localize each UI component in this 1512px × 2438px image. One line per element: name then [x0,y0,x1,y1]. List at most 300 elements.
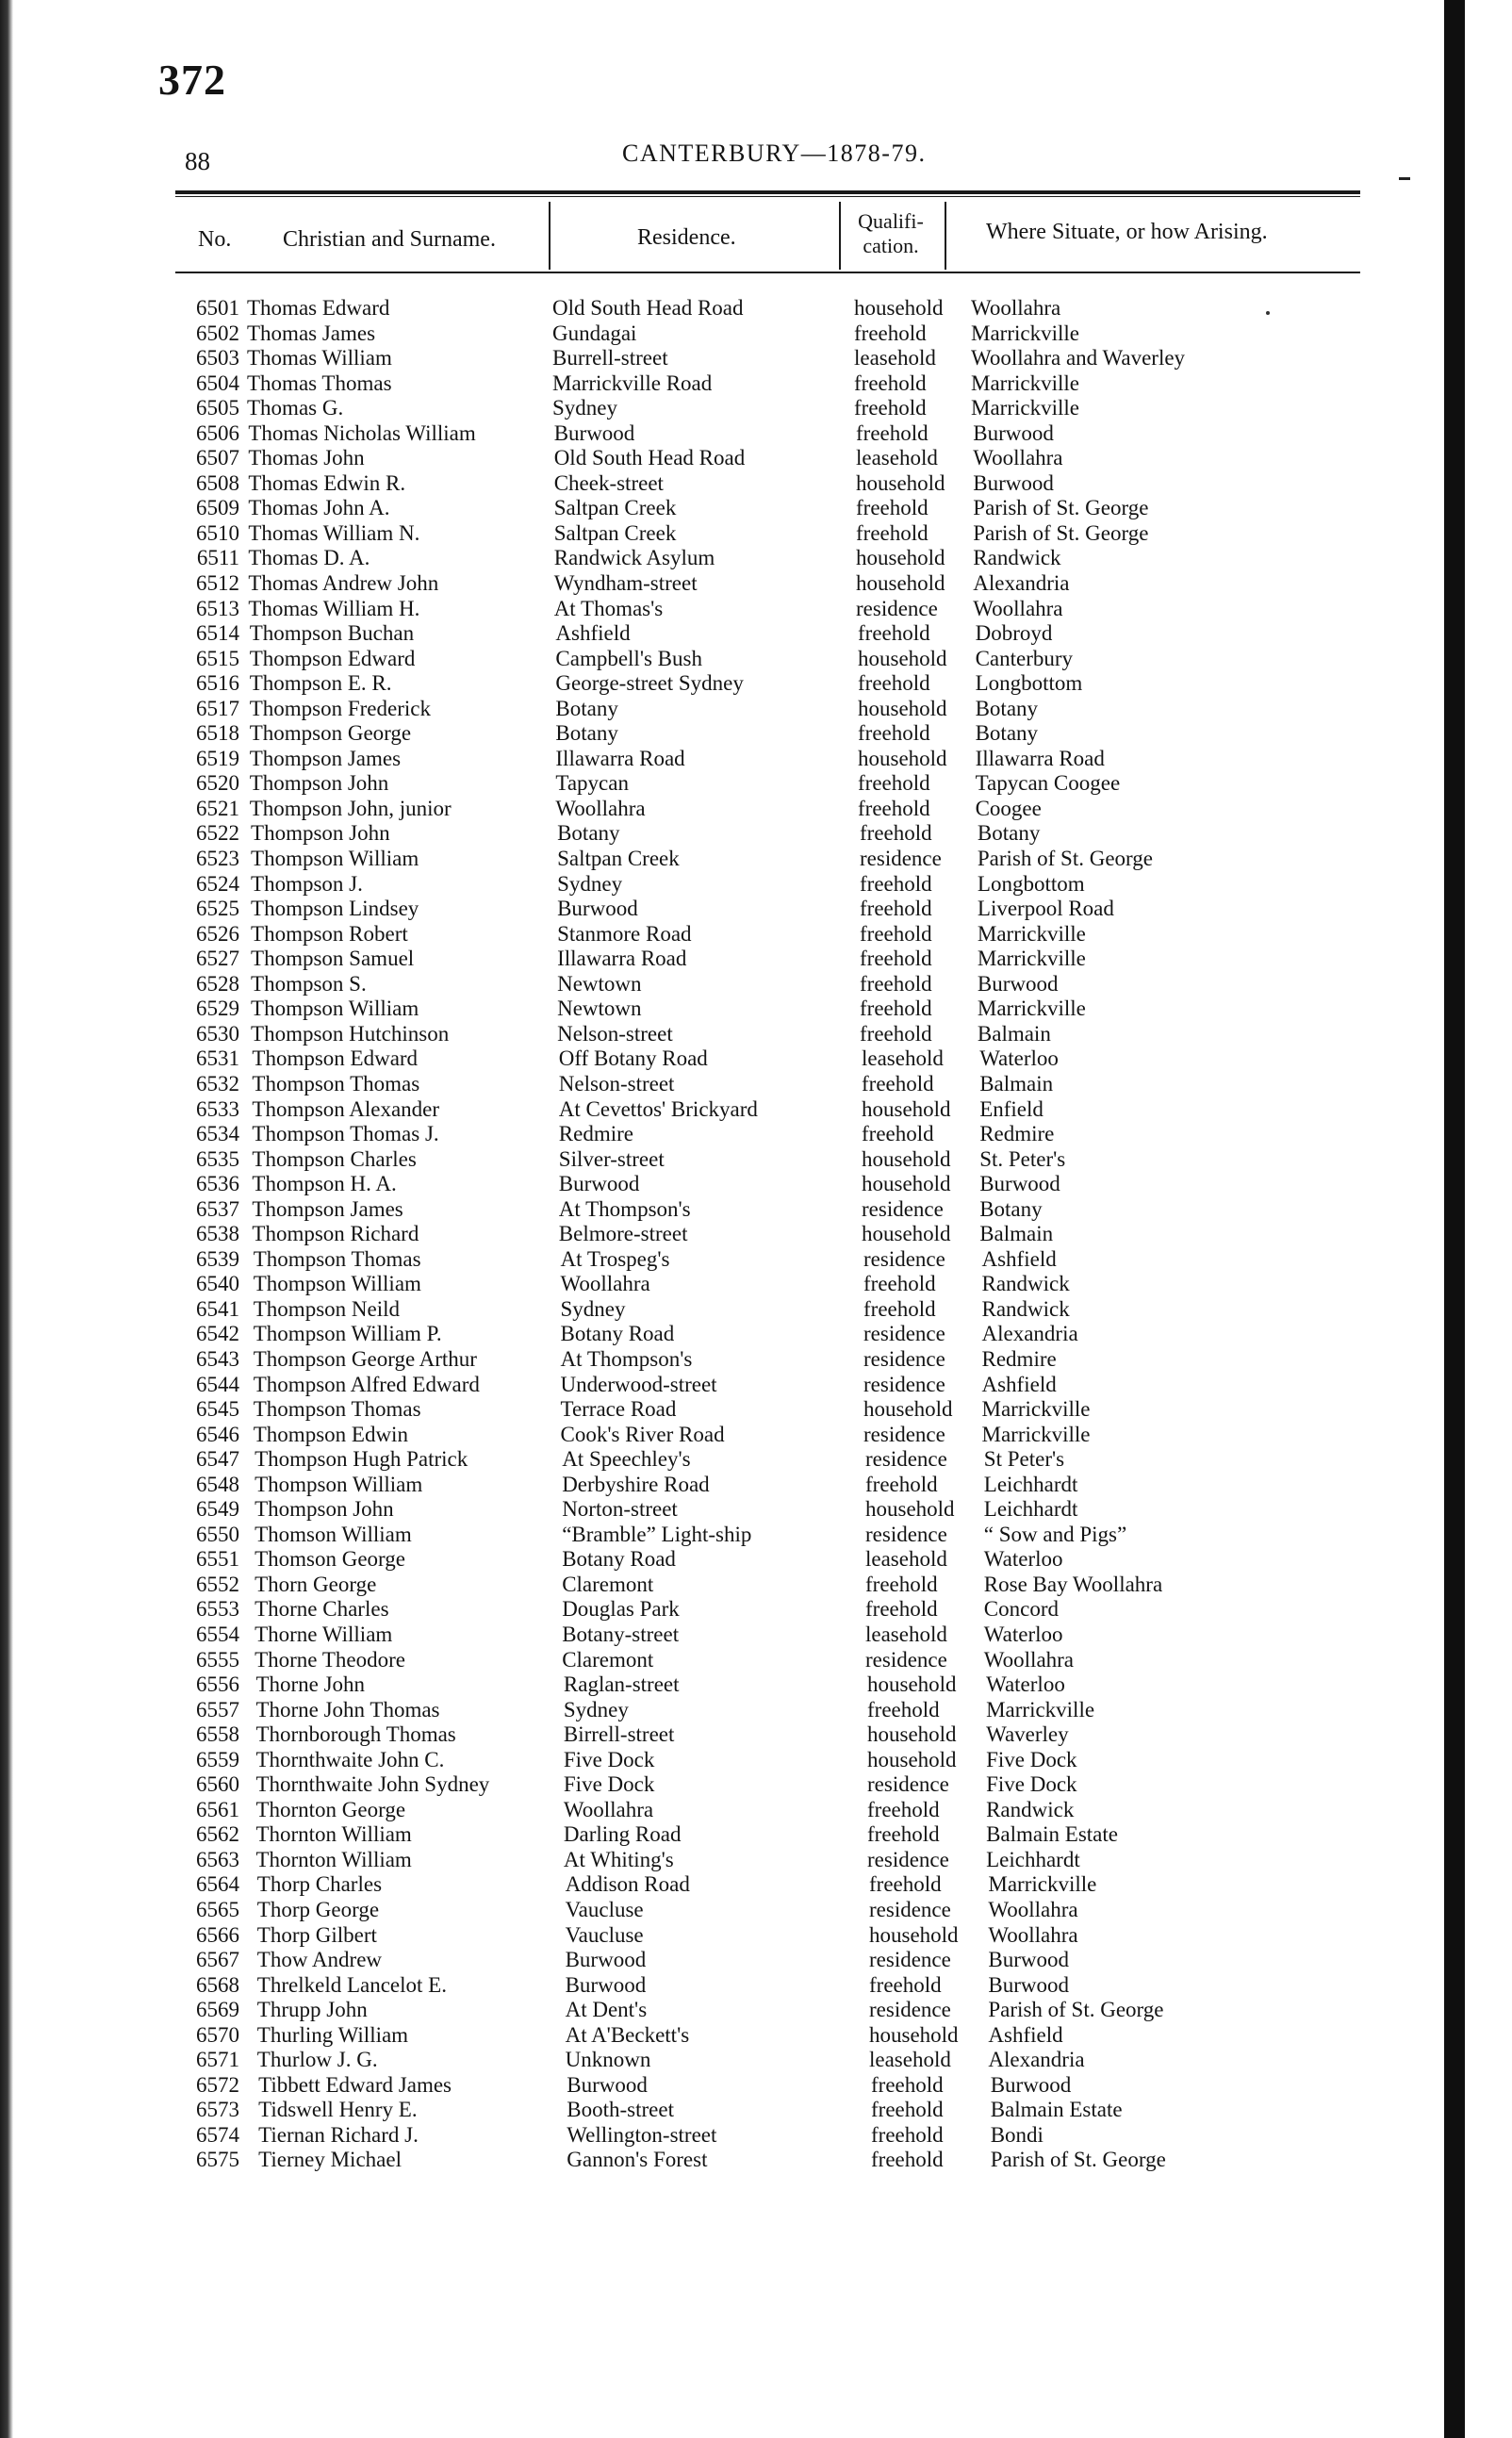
table-row [0,496,1444,521]
entry-residence: Booth-street [567,2098,674,2122]
entry-residence: Saltpan Creek [553,520,677,545]
entry-residence: Illawarra Road [555,746,685,770]
entry-number: 6565 [196,1898,239,1921]
entry-residence: Gundagai [552,321,637,345]
table-row [0,1623,1444,1648]
entry-name: Thornton George [255,1797,406,1821]
table-row [0,797,1444,822]
table-row [0,2148,1444,2173]
entry-qualification: freehold [854,321,927,345]
entry-number: 6522 [196,821,239,846]
table-row [0,2023,1444,2049]
entry-name: Thomson George [255,1547,406,1572]
entry-where-situate: Leichhardt [983,1497,1078,1522]
table-row [0,621,1444,647]
entry-number: 6515 [196,646,239,670]
entry-qualification: residence [865,1647,947,1672]
table-row [0,1172,1444,1197]
entry-residence: Sydney [563,1697,629,1721]
entry-number: 6558 [196,1722,239,1747]
entry-number: 6569 [196,1998,239,2022]
entry-where-situate: St Peter's [983,1447,1065,1472]
table-row [0,1247,1444,1273]
margin-mark [1399,177,1410,180]
entry-name: Thompson S. [251,971,367,996]
entry-qualification: residence [862,1196,944,1221]
table-row [0,1573,1444,1598]
entry-residence: Burwood [557,897,638,921]
entry-residence: Tapycan [555,771,629,796]
entry-where-situate: Concord [983,1597,1060,1622]
entry-name: Thurlow J. G. [256,2048,378,2072]
table-row [0,571,1444,597]
entry-qualification: household [858,696,947,720]
entry-qualification: household [862,1222,951,1246]
entry-qualification: freehold [858,621,930,646]
entry-name: Thompson Robert [251,921,408,946]
entry-qualification: freehold [860,997,932,1021]
entry-where-situate: Marrickville [981,1397,1091,1422]
entry-qualification: freehold [871,2072,944,2097]
entry-name: Thomas Edwin R. [248,470,406,495]
entry-number: 6553 [196,1597,239,1622]
entry-where-situate: Marrickville [977,997,1086,1021]
table-row [0,1197,1444,1223]
entry-qualification: freehold [854,371,927,395]
entry-where-situate: St. Peter's [979,1146,1066,1171]
entry-residence: Wyndham-street [553,571,698,596]
table-row [0,1547,1444,1573]
entry-number: 6502 [196,321,239,345]
column-header-no: No. [198,227,232,252]
entry-residence: Burwood [558,1172,640,1196]
entry-where-situate: Botany [977,821,1041,846]
table-row [0,1423,1444,1448]
entry-where-situate: Randwick [986,1797,1075,1821]
entry-where-situate: Marrickville [986,1697,1095,1721]
entry-qualification: household [856,470,945,495]
table-row [0,396,1444,421]
entry-name: Thompson Thomas [252,1071,420,1095]
entry-number: 6563 [196,1847,239,1871]
entry-qualification: freehold [856,520,929,545]
entry-number: 6520 [196,771,239,796]
entry-qualification: freehold [860,897,932,921]
entry-qualification: freehold [862,1122,934,1146]
entry-qualification: residence [867,1772,949,1797]
entry-where-situate: Longbottom [975,671,1083,696]
table-row [0,521,1444,547]
entry-number: 6534 [196,1122,239,1146]
table-row [0,346,1444,371]
table-row [0,972,1444,997]
entry-number: 6560 [196,1772,239,1797]
entry-residence: Gannon's Forest [567,2148,708,2172]
entry-residence: Raglan-street [563,1672,680,1697]
entry-name: Thorp Gilbert [256,1922,377,1947]
entry-where-situate: Tapycan Coogee [975,771,1121,796]
table-row [0,1397,1444,1423]
entry-residence: At A'Beckett's [565,2022,690,2047]
entry-where-situate: Alexandria [973,571,1070,596]
entry-where-situate: Illawarra Road [975,746,1105,770]
entry-number: 6555 [196,1647,239,1672]
entry-name: Thomas D. A. [248,546,370,570]
entry-where-situate: Burwood [973,470,1054,495]
entry-name: Threlkeld Lancelot E. [256,1972,447,1997]
entry-residence: Woollahra [560,1272,650,1296]
entry-residence: Five Dock [563,1772,655,1797]
entry-name: Thompson William P. [253,1322,442,1346]
entry-name: Thornthwaite John Sydney [255,1772,490,1797]
entry-number: 6512 [196,571,239,596]
entry-where-situate: Marrickville [977,947,1086,971]
table-row [0,1072,1444,1097]
entry-name: Thompson William [251,847,419,871]
entry-name: Thomas John [248,446,365,470]
column-separator [549,202,551,270]
entry-where-situate: Botany [979,1196,1043,1221]
entry-number: 6539 [196,1246,239,1271]
entry-where-situate: Marrickville [971,371,1079,395]
entry-residence: Old South Head Road [553,446,746,470]
entry-qualification: freehold [858,796,930,820]
facing-page-edge [1465,0,1512,2438]
entry-qualification: freehold [871,2148,944,2172]
entry-number: 6514 [196,621,239,646]
entry-residence: At Dent's [565,1998,648,2022]
table-row [0,647,1444,672]
entry-qualification: residence [865,1522,947,1546]
entry-number: 6571 [196,2048,239,2072]
entry-name: Thornton William [255,1822,412,1847]
entry-number: 6549 [196,1497,239,1522]
entry-where-situate: Burwood [990,2072,1072,2097]
entry-where-situate: Ashfield [981,1372,1057,1396]
table-row [0,1373,1444,1398]
entry-where-situate: Parish of St. George [973,520,1149,545]
entry-residence: Claremont [562,1572,654,1596]
table-row [0,1347,1444,1373]
entry-where-situate: Waverley [986,1722,1069,1747]
table-row [0,1447,1444,1473]
table-row [0,1898,1444,1923]
entry-where-situate: Five Dock [986,1772,1077,1797]
table-row [0,546,1444,571]
table-row [0,1998,1444,2023]
entry-name: Thornborough Thomas [255,1722,456,1747]
entry-name: Thomas William [247,346,392,371]
table-row [0,1597,1444,1623]
entry-name: Thompson Lindsey [251,897,419,921]
entry-name: Tibbett Edward James [258,2072,452,2097]
entry-qualification: freehold [867,1797,940,1821]
entry-number: 6531 [196,1046,239,1071]
entry-number: 6545 [196,1397,239,1422]
entry-number: 6528 [196,971,239,996]
entry-where-situate: Burwood [988,1972,1070,1997]
running-title: CANTERBURY—1878-79. [622,140,927,167]
table-row [0,1748,1444,1773]
entry-where-situate: Marrickville [971,321,1079,345]
entry-where-situate: Coogee [975,796,1042,820]
table-row [0,671,1444,697]
entry-residence: Botany Road [562,1547,676,1572]
column-separator [839,202,841,270]
entry-qualification: residence [856,596,938,620]
entry-number: 6544 [196,1372,239,1396]
entry-residence: Nelson-street [558,1071,675,1095]
entry-number: 6559 [196,1747,239,1771]
entry-name: Thorne Theodore [255,1647,405,1672]
entry-number: 6525 [196,897,239,921]
entry-number: 6574 [196,2122,239,2147]
entry-name: Thompson Alexander [252,1096,440,1121]
entry-residence: Norton-street [562,1497,678,1522]
entry-name: Thompson James [249,746,402,770]
entry-qualification: freehold [867,1697,940,1721]
entry-number: 6526 [196,921,239,946]
table-row [0,721,1444,747]
table-row [0,1948,1444,1973]
table-row [0,1772,1444,1798]
entry-name: Thompson George Arthur [253,1346,477,1371]
entry-residence: Cheek-street [553,470,664,495]
scan-gutter [1444,0,1465,2438]
entry-qualification: residence [869,1998,951,2022]
entry-residence: Saltpan Creek [557,847,680,871]
entry-residence: Darling Road [563,1822,682,1847]
entry-number: 6557 [196,1697,239,1721]
entry-qualification: household [862,1096,951,1121]
table-row [0,421,1444,447]
table-row [0,2073,1444,2099]
entry-qualification: residence [863,1246,945,1271]
table-row [0,997,1444,1022]
folio-number: 372 [158,56,226,104]
entry-name: Thorp Charles [256,1872,383,1897]
table-row [0,321,1444,347]
entry-qualification: freehold [856,496,929,520]
entry-qualification: freehold [862,1071,934,1095]
column-header-qualification: Qualifi- cation. [858,209,924,257]
entry-number: 6530 [196,1021,239,1046]
entry-number: 6521 [196,796,239,820]
entry-number: 6551 [196,1547,239,1572]
entry-residence: Cook's River Road [560,1422,725,1446]
entry-where-situate: Leichhardt [986,1847,1080,1871]
entry-where-situate: Parish of St. George [977,847,1154,871]
entry-where-situate: Waterloo [979,1046,1059,1071]
entry-where-situate: Burwood [979,1172,1060,1196]
entry-residence: Botany Road [560,1322,675,1346]
table-row [0,1473,1444,1498]
entry-residence: Marrickville Road [552,371,713,395]
entry-residence: Campbell's Bush [555,646,702,670]
entry-residence: Illawarra Road [557,947,687,971]
entry-qualification: freehold [863,1296,936,1321]
column-header-residence: Residence. [637,225,736,250]
entry-name: Thorne Charles [255,1597,389,1622]
table-row [0,1973,1444,1999]
header-bottom-rule [175,272,1360,273]
entry-where-situate: Botany [975,721,1039,746]
entry-where-situate: Marrickville [977,921,1086,946]
entry-qualification: household [862,1172,951,1196]
entry-residence: Botany [555,721,618,746]
entry-number: 6538 [196,1222,239,1246]
entry-residence: Silver-street [558,1146,665,1171]
entry-qualification: household [862,1146,951,1171]
entry-number: 6566 [196,1922,239,1947]
entry-name: Thow Andrew [256,1948,383,1972]
column-header-where: Where Situate, or how Arising. [986,220,1268,244]
entry-residence: George-street Sydney [555,671,744,696]
entry-where-situate: Balmain [977,1021,1051,1046]
entry-where-situate: Ashfield [988,2022,1063,2047]
entry-name: Thomas William N. [248,520,420,545]
entry-number: 6556 [196,1672,239,1697]
entry-name: Thompson Charles [252,1146,417,1171]
entry-name: Thorn George [255,1572,377,1596]
table-row [0,897,1444,922]
entry-where-situate: Leichhardt [983,1472,1078,1496]
entry-name: Thompson H. A. [252,1172,397,1196]
entry-qualification: freehold [871,2098,944,2122]
entry-number: 6573 [196,2098,239,2122]
entry-residence: Burrell-street [552,346,668,371]
entry-where-situate: Marrickville [981,1422,1091,1446]
entry-name: Thomas Thomas [247,371,392,395]
entry-number: 6541 [196,1296,239,1321]
entry-where-situate: Woollahra [983,1647,1075,1672]
entry-residence: Burwood [565,1948,647,1972]
entry-where-situate: Canterbury [975,646,1074,670]
table-row [0,1822,1444,1848]
entry-qualification: household [856,546,945,570]
entry-where-situate: Parish of St. George [973,496,1149,520]
entry-name: Thompson J. [251,871,363,896]
entry-name: Thomas Edward [247,296,390,320]
table-row [0,1923,1444,1949]
entry-residence: At Whiting's [563,1847,674,1871]
entry-residence: Wellington-street [567,2122,717,2147]
table-row [0,747,1444,772]
entry-residence: Newtown [557,997,642,1021]
entry-number: 6543 [196,1346,239,1371]
entry-where-situate: Marrickville [988,1872,1097,1897]
entry-residence: Belmore-street [558,1222,688,1246]
table-row [0,1648,1444,1673]
entry-number: 6567 [196,1948,239,1972]
entry-qualification: residence [863,1422,945,1446]
entry-where-situate: Balmain Estate [986,1822,1118,1847]
entry-name: Thomson William [255,1522,412,1546]
entry-residence: Burwood [565,1972,647,1997]
entry-residence: At Thompson's [558,1196,691,1221]
entry-qualification: household [869,2022,959,2047]
table-row [0,1022,1444,1047]
entry-name: Thompson E. R. [249,671,392,696]
entry-number: 6550 [196,1522,239,1546]
entry-where-situate: Redmire [979,1122,1055,1146]
entry-name: Thomas Andrew John [248,571,439,596]
table-row [0,1497,1444,1523]
entry-residence: Birrell-street [563,1722,675,1747]
entry-qualification: freehold [854,396,927,420]
page-number: 88 [185,147,210,175]
entry-name: Thomas James [247,321,376,345]
entry-qualification: freehold [865,1472,938,1496]
table-row [0,1872,1444,1898]
entry-number: 6564 [196,1872,239,1897]
entry-number: 6524 [196,871,239,896]
entry-residence: Old South Head Road [552,296,744,320]
table-row [0,1672,1444,1698]
table-row [0,2048,1444,2073]
entry-qualification: household [858,646,947,670]
entry-residence: Stanmore Road [557,921,692,946]
entry-qualification: household [867,1672,957,1697]
entry-number: 6527 [196,947,239,971]
table-row [0,296,1444,321]
entry-residence: Burwood [553,420,635,445]
entry-name: Thorp George [256,1898,380,1921]
entry-residence: Botany-street [562,1622,680,1646]
entry-residence: Derbyshire Road [562,1472,710,1496]
entry-where-situate: Waterloo [986,1672,1065,1697]
entry-where-situate: Waterloo [983,1547,1063,1572]
entry-residence: Addison Road [565,1872,690,1897]
entry-number: 6505 [196,396,239,420]
entry-name: Thomas G. [247,396,344,420]
entry-where-situate: Longbottom [977,871,1085,896]
entry-name: Thompson James [252,1196,403,1221]
entry-residence: Saltpan Creek [553,496,677,520]
entry-residence: At Thompson's [560,1346,693,1371]
entry-residence: Vaucluse [565,1898,644,1921]
entry-qualification: freehold [858,721,930,746]
entry-name: Thompson Neild [253,1296,400,1321]
entry-where-situate: Woollahra [973,596,1063,620]
table-row [0,1297,1444,1323]
entry-name: Thompson Buchan [249,621,415,646]
entry-name: Thompson Thomas [253,1246,421,1271]
entry-number: 6532 [196,1071,239,1095]
table-row [0,771,1444,797]
entry-residence: At Thomas's [553,596,664,620]
entry-where-situate: Randwick [981,1296,1070,1321]
entry-number: 6540 [196,1272,239,1296]
entry-qualification: residence [863,1346,945,1371]
table-row [0,1322,1444,1347]
entry-name: Thompson Alfred Edward [253,1372,480,1396]
entry-where-situate: Woollahra [973,446,1063,470]
entry-number: 6516 [196,671,239,696]
entry-residence: Unknown [565,2048,651,2072]
entry-where-situate: Balmain Estate [990,2098,1123,2122]
table-row [0,1798,1444,1823]
entry-name: Thompson Richard [252,1222,419,1246]
entry-where-situate: Enfield [979,1096,1044,1121]
entry-qualification: household [863,1397,953,1422]
entry-qualification: household [854,296,944,320]
entry-where-situate: Burwood [973,420,1054,445]
entry-qualification: residence [869,1898,951,1921]
table-row [0,371,1444,397]
entry-qualification: freehold [869,1972,942,1997]
entry-qualification: freehold [871,2122,944,2147]
